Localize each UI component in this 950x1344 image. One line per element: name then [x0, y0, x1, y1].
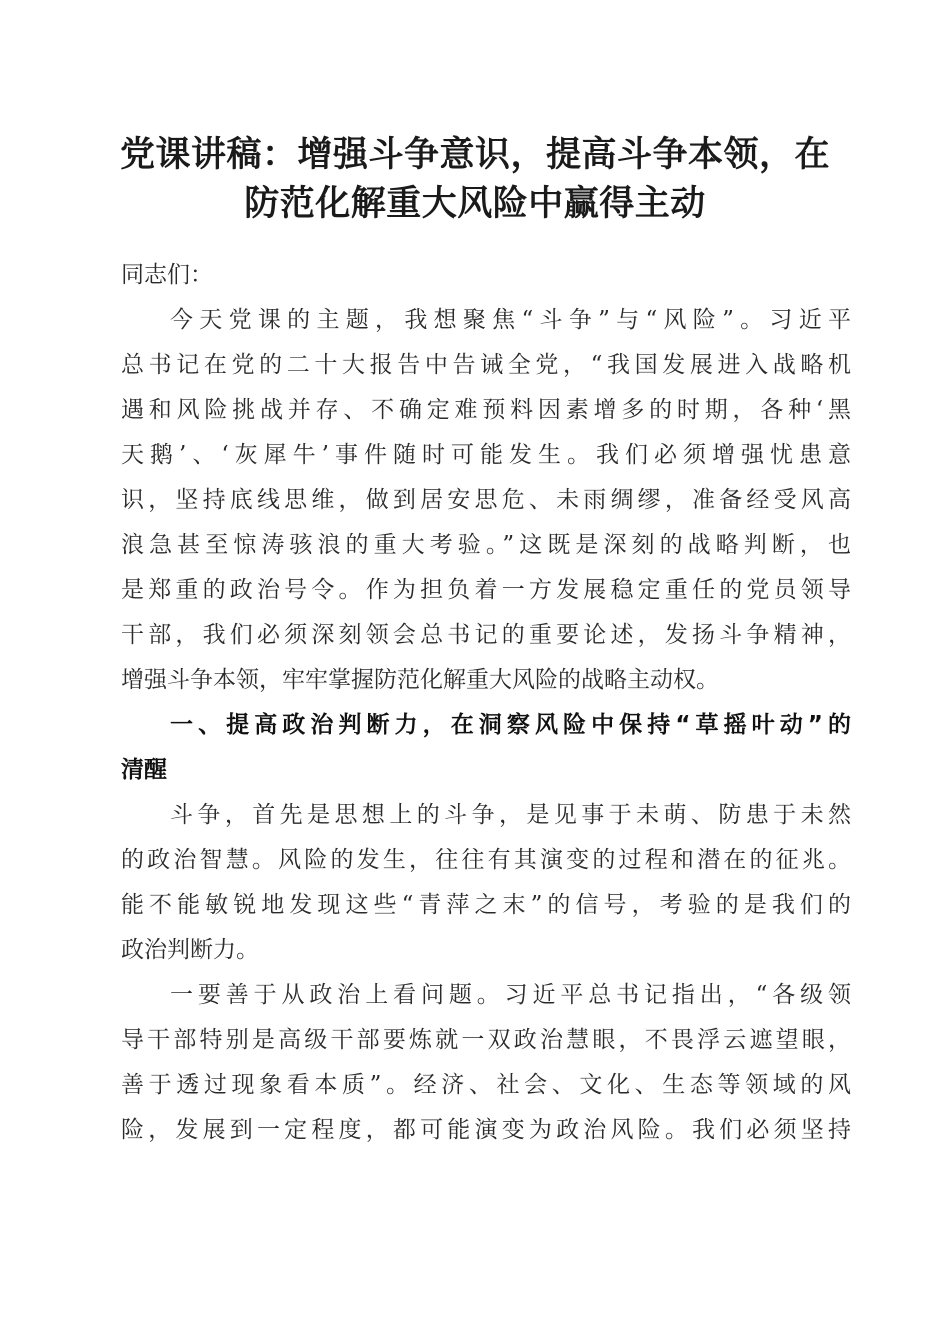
paragraph-line: 增强斗争本领，牢牢掌握防范化解重大风险的战略主动权。	[121, 667, 719, 693]
heading-line: 清醒	[121, 757, 167, 783]
title-line: 党课讲稿：增强斗争意识，提高斗争本领，在	[119, 134, 830, 175]
paragraph-line: 今天党课的主题，我想聚焦“斗争”与“风险”。习近平	[170, 307, 851, 333]
heading-line: 一、提高政治判断力，在洞察风险中保持“草摇叶动”的	[170, 712, 851, 738]
paragraph-line: 天鹅’、‘灰犀牛’事件随时可能发生。我们必须增强忧患意	[121, 442, 851, 468]
paragraph-line: 遇和风险挑战并存、不确定难预料因素增多的时期，各种‘黑	[121, 397, 851, 423]
paragraph-point-one	[121, 973, 851, 1153]
paragraph-line: 一要善于从政治上看问题。习近平总书记指出，“各级领	[170, 982, 851, 1008]
paragraph-line: 能不能敏锐地发现这些“青萍之末”的信号，考验的是我们的	[121, 892, 851, 918]
paragraph-line: 干部，我们必须深刻领会总书记的重要论述，发扬斗争精神，	[121, 622, 851, 648]
paragraph-line: 浪急甚至惊涛骇浪的重大考验。”这既是深刻的战略判断，也	[121, 532, 851, 558]
paragraph-intro	[121, 298, 851, 703]
paragraph-line: 总书记在党的二十大报告中告诫全党，“我国发展进入战略机	[121, 352, 851, 378]
paragraph-line: 是郑重的政治号令。作为担负着一方发展稳定重任的党员领导	[121, 577, 851, 603]
document-title	[60, 130, 890, 228]
paragraph-line: 险，发展到一定程度，都可能演变为政治风险。我们必须坚持	[121, 1117, 851, 1143]
paragraph-line: 的政治智慧。风险的发生，往往有其演变的过程和潜在的征兆。	[121, 847, 851, 873]
paragraph-line: 识，坚持底线思维，做到居安思危、未雨绸缪，准备经受风高	[121, 487, 851, 513]
paragraph-section-intro	[121, 793, 851, 973]
section-heading	[121, 703, 851, 793]
paragraph-line: 善于透过现象看本质”。经济、社会、文化、生态等领域的风	[121, 1072, 851, 1098]
paragraph-line: 导干部特别是高级干部要炼就一双政治慧眼，不畏浮云遮望眼，	[121, 1027, 851, 1053]
greeting: 同志们：	[121, 262, 213, 288]
title-line: 防范化解重大风险中赢得主动	[244, 183, 706, 224]
document-body	[121, 253, 851, 1153]
paragraph-line: 斗争，首先是思想上的斗争，是见事于未萌、防患于未然	[170, 802, 851, 828]
paragraph-line: 政治判断力。	[121, 937, 259, 963]
